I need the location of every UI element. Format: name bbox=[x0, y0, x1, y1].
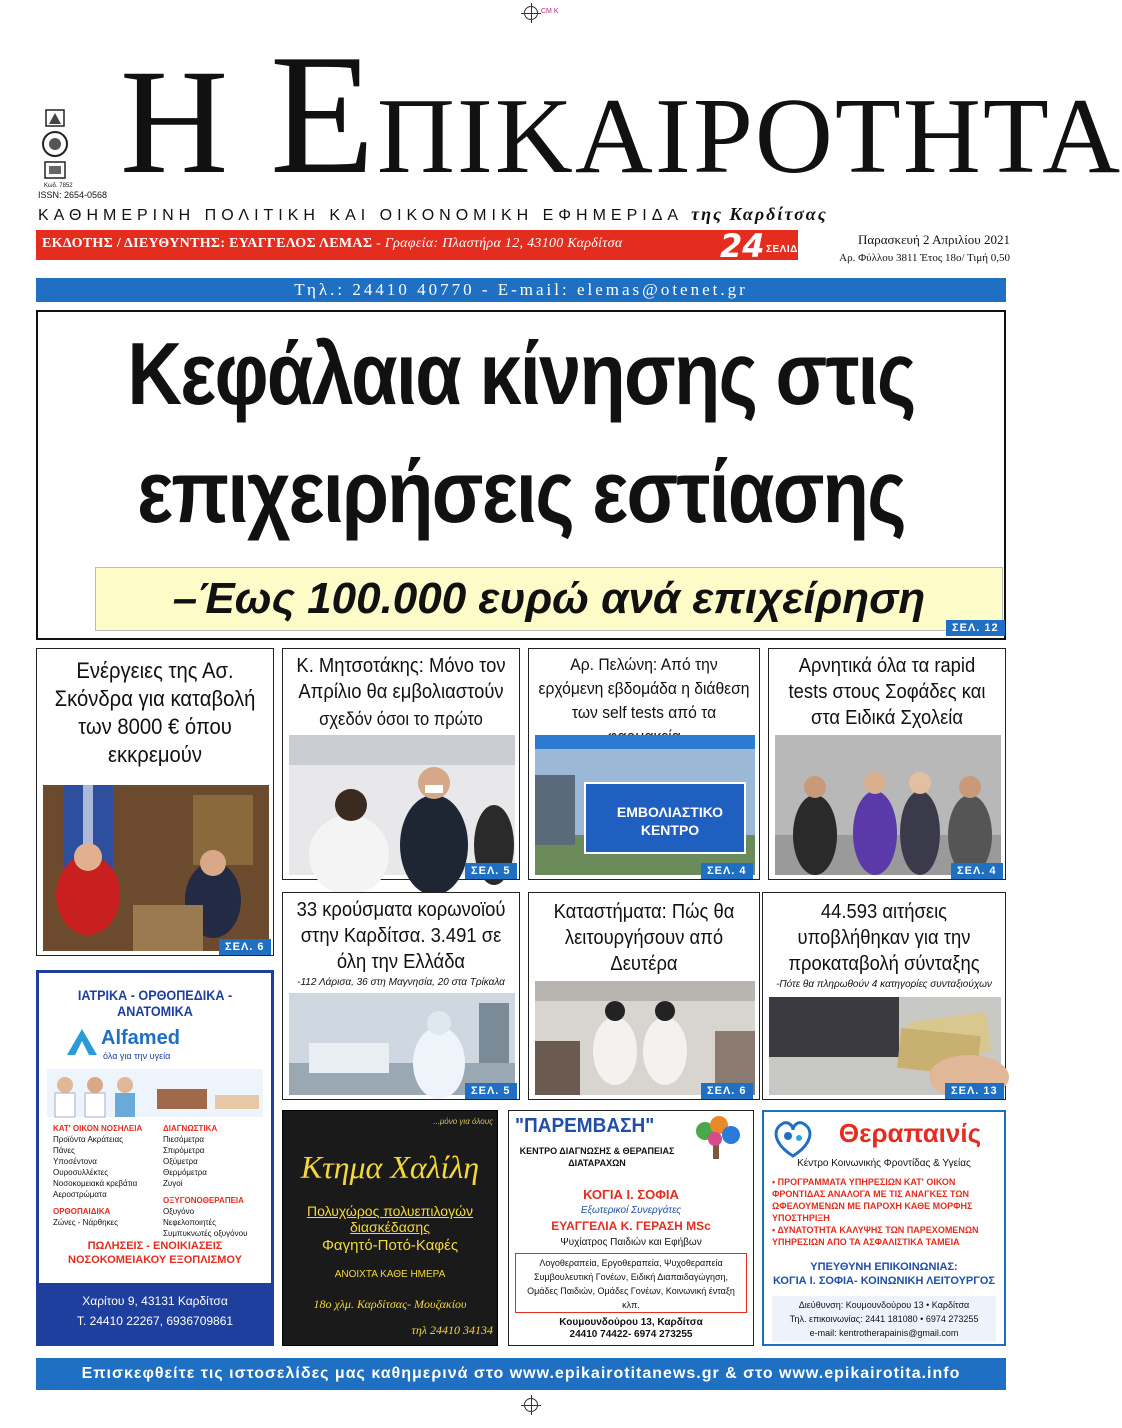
story-note: -Πότε θα πληρωθούν 4 κατηγορίες συνταξιούχων bbox=[776, 979, 992, 990]
page-ref-main: ΣΕΛ. 12 bbox=[946, 620, 1005, 636]
ad-person: ΚΟΓΙΑ Ι. ΣΟΦΙΑ bbox=[583, 1187, 679, 1202]
story-photo bbox=[769, 997, 1001, 1095]
ad-contact-info: Διεύθυνση: Κουμουνδούρου 13 • Καρδίτσα Τηλ. επικοινωνίας: 2441 181080 • 6974 273255 e-mail: kentrotherapainis@gmail.com bbox=[772, 1296, 996, 1342]
ad-location: 18ο χλμ. Καρδίτσας- Μουζακίου bbox=[313, 1297, 467, 1311]
ad-food: Φαγητό-Ποτό-Καφές bbox=[321, 1237, 459, 1254]
issue-details: Αρ. Φύλλου 3811 Έτος 18ο/ Τιμή 0,50 bbox=[839, 252, 1010, 264]
story-title: 44.593 αιτήσεις υποβλήθηκαν για την προκαταβολή σύνταξης bbox=[788, 901, 980, 975]
ad-partner-role: Ψυχίατρος Παιδιών και Εφήβων bbox=[560, 1237, 702, 1248]
page-ref: ΣΕΛ. 5 bbox=[465, 1083, 517, 1099]
ad-col2: ΔΙΑΓΝΩΣΤΙΚΑ Πιεσόμετρα Σπιρόμετρα Οξύμετρα Θερμόμετρα Ζυγοί ΟΞΥΓΟΝΟΘΕΡΑΠΕΙΑ Οξυγόνο Νεφελοποιητές Συμπυκνωτές οξυγόνου bbox=[163, 1124, 248, 1238]
ad-therapainis[interactable] bbox=[762, 1110, 1006, 1346]
ad-phone: τηλ 24410 34134 bbox=[411, 1323, 493, 1337]
ad-partners-label: Εξωτερικοί Συνεργάτες bbox=[580, 1205, 682, 1216]
ad-open: ΑΝΟΙΧΤΑ ΚΑΘΕ ΗΜΕΡΑ bbox=[334, 1269, 446, 1280]
issue-date: Παρασκευή 2 Απριλίου 2021 bbox=[858, 232, 1010, 247]
ad-ktima-chalili[interactable] bbox=[282, 1110, 498, 1346]
page-ref: ΣΕΛ. 5 bbox=[465, 863, 517, 879]
ad-people-photo bbox=[47, 1069, 263, 1117]
page-ref: ΣΕΛ. 6 bbox=[701, 1083, 753, 1099]
ad-address: Κουμουνδούρου 13, Καρδίτσα 24410 74422- 6974 273255 bbox=[559, 1317, 703, 1340]
print-color-mark: CM K bbox=[541, 8, 559, 15]
story-note: -112 Λάρισα, 36 στη Μαγνησία, 20 στα Τρίκαλα bbox=[297, 977, 505, 988]
footer-websites-bar[interactable]: Επισκεφθείτε τις ιστοσελίδες μας καθημερινά στο www.epikairotitanews.gr & στο www.epikairotita.info bbox=[36, 1358, 1006, 1390]
ad-contact: Χαρίτου 9, 43131 Καρδίτσα Τ. 24410 22267, 6936709861 bbox=[39, 1283, 271, 1343]
heart-logo-icon bbox=[770, 1118, 816, 1158]
ad-center-name: Θεραπαινίς bbox=[838, 1118, 982, 1148]
registration-mark-top bbox=[524, 6, 538, 20]
main-headline[interactable]: Κεφάλαια κίνησης στις επιχειρήσεις εστίασης bbox=[127, 324, 915, 541]
ad-paremvasi[interactable] bbox=[508, 1110, 754, 1346]
contact-bar: Τηλ.: 24410 40770 - E-mail: elemas@otenet.gr bbox=[36, 278, 1006, 302]
page-ref: ΣΕΛ. 4 bbox=[951, 863, 1003, 879]
ad-rentals: ΠΩΛΗΣΕΙΣ - ΕΝΟΙΚΙΑΣΕΙΣ ΝΟΣΟΚΟΜΕΙΑΚΟΥ ΕΞΟΠΛΙΣΜΟΥ bbox=[68, 1240, 242, 1266]
story-photo bbox=[289, 735, 515, 875]
ad-center-desc: ΚΕΝΤΡΟ ΔΙΑΓΝΩΣΗΣ & ΘΕΡΑΠΕΙΑΣ ΔΙΑΤΑΡΑΧΩΝ bbox=[519, 1146, 675, 1168]
story-title: Ενέργειες της Ασ. Σκόνδρα για καταβολή των 8000 € όπου εκκρεμούν bbox=[54, 658, 256, 767]
tree-logo-icon bbox=[685, 1115, 747, 1159]
issn: ISSN: 2654-0568 bbox=[38, 190, 108, 200]
story-card-shops[interactable] bbox=[528, 892, 760, 1100]
ad-header: ΙΑΤΡΙΚΑ - ΟΡΘΟΠΕΔΙΚΑ - ΑΝΑΤΟΜΙΚΑ bbox=[77, 987, 233, 1019]
story-photo bbox=[289, 993, 515, 1095]
ad-bullets: • ΠΡΟΓΡΑΜΜΑΤΑ ΥΠΗΡΕΣΙΩΝ ΚΑΤ' ΟΙΚΟΝ ΦΡΟΝΤΙΔΑΣ ΑΝΑΛΟΓΑ ΜΕ ΤΙΣ ΑΝΑΓΚΕΣ ΤΩΝ ΩΦΕΛΟΥΜΕΝΩΝ ΜΕ ΠΑΡΟΧΗ ΚΑΘΕ ΜΟΡΦΗΣ ΥΠΟΣΤΗΡΙΞΗ • ΔΥΝΑΤΟΤΗΤΑ ΚΑΛΥΨΗΣ ΤΩΝ ΠΑΡΕΧΟΜΕΝΩΝ ΥΠΗΡΕΣΙΩΝ ΑΠΟ ΤΑ ΑΣΦΑΛΙΣΤΙΚΑ ΤΑΜΕΙΑ bbox=[772, 1177, 979, 1247]
photo-sign-text: ΕΜΒΟΛΙΑΣΤΙΚΟ ΚΕΝΤΡΟ bbox=[616, 804, 724, 838]
newspaper-subtitle: ΚΑΘΗΜΕΡΙΝΗ ΠΟΛΙΤΙΚΗ ΚΑΙ ΟΙΚΟΝΟΜΙΚΗ ΕΦΗΜΕΡΙΔΑ της Καρδίτσας bbox=[38, 204, 828, 224]
ad-contact-person: ΥΠΕΥΘΥΝΗ ΕΠΙΚΟΙΝΩΝΙΑΣ: ΚΟΓΙΑ Ι. ΣΟΦΙΑ- ΚΟΙΝΩΝΙΚΗ ΛΕΙΤΟΥΡΓΟΣ bbox=[772, 1261, 996, 1287]
ad-venue-name: Κτημα Χαλίλη bbox=[300, 1149, 480, 1185]
story-title: Καταστήματα: Πώς θα λειτουργήσουν από Δευτέρα bbox=[553, 901, 735, 975]
alfamed-logo-icon bbox=[65, 1027, 99, 1057]
story-title: Αρ. Πελώνη: Από την ερχόμενη εβδομάδα η διάθεση των self tests από τα bbox=[538, 655, 750, 722]
story-card-skondra[interactable] bbox=[36, 648, 274, 956]
publisher-bar: ΕΚΔΟΤΗΣ / ΔΙΕΥΘΥΝΤΗΣ: ΕΥΑΓΓΕΛΟΣ ΛΕΜΑΣ - Γραφεία: Πλαστήρα 12, 43100 Καρδίτσα 24 ΣΕΛΙΔΕΣ bbox=[36, 230, 798, 260]
story-title-sub: σχεδόν όσοι το πρώτο bbox=[319, 709, 483, 729]
story-title: Κ. Μητσοτάκης: Μόνο τον Απρίλιο θα εμβολιαστούν bbox=[296, 655, 506, 703]
page-ref: ΣΕΛ. 4 bbox=[701, 863, 753, 879]
page-ref: ΣΕΛ. 6 bbox=[219, 939, 271, 955]
story-photo bbox=[535, 981, 755, 1095]
story-card-pelonis[interactable] bbox=[528, 648, 760, 880]
registration-mark-bottom bbox=[524, 1398, 538, 1412]
story-title: 33 κρούσματα κορωνοϊού στην Καρδίτσα. 3.491 σε όλη την Ελλάδα bbox=[296, 899, 506, 973]
ad-kicker: ...μόνο για όλους bbox=[433, 1117, 493, 1126]
ad-venue-type: Πολυχώρος πολυεπιλογών διασκέδασης bbox=[306, 1203, 474, 1235]
ad-alfamed[interactable] bbox=[36, 970, 274, 1346]
story-card-sofades[interactable] bbox=[768, 648, 1006, 880]
story-card-covid-cases[interactable] bbox=[282, 892, 520, 1100]
story-card-pensions[interactable] bbox=[762, 892, 1006, 1100]
ad-col1: ΚΑΤ' ΟΙΚΟΝ ΝΟΣΗΛΕΙΑ Προϊόντα Ακράτειας Πάνες Υποσέντονα Ουροσυλλέκτες Νοσοκομειακά κρεβάτια Αεροστρώματα ΟΡΘΟΠΑΙΔΙΚΑ Ζώνες - Νάρθηκες bbox=[53, 1124, 143, 1227]
ad-center-desc: Κέντρο Κοινωνικής Φροντίδας & Υγείας bbox=[797, 1158, 971, 1169]
pages-badge: 24 ΣΕΛΙΔΕΣ bbox=[720, 227, 812, 265]
ad-brand: Alfamed bbox=[101, 1027, 180, 1049]
ad-center-name: "ΠΑΡΕΜΒΑΣΗ" bbox=[515, 1115, 655, 1137]
main-subheadline: –Έως 100.000 ευρώ ανά επιχείρηση bbox=[172, 574, 926, 623]
ad-services: Λογοθεραπεία, Εργοθεραπεία, Ψυχοθεραπεία Συμβουλευτική Γονέων, Ειδική Διαπαιδαγώγηση, Ομάδες Παιδιών, Ομάδες Γονέων, Κοινωνική ένταξη κλπ. bbox=[515, 1253, 747, 1313]
page-ref: ΣΕΛ. 13 bbox=[945, 1083, 1004, 1099]
code-number: Κωδ. 7852 bbox=[44, 183, 73, 189]
story-photo bbox=[775, 735, 1001, 875]
ad-partner: ΕΥΑΓΓΕΛΙΑ Κ. ΓΕΡΑΣΗ MSc bbox=[551, 1219, 711, 1233]
seal-icon bbox=[40, 108, 70, 182]
story-card-mitsotakis[interactable] bbox=[282, 648, 520, 880]
newspaper-title: Η ΕΠΙΚΑΙΡΟΤΗΤΑ bbox=[120, 20, 1122, 210]
story-title: Αρνητικά όλα τα rapid tests στους Σοφάδες και στα Ειδικά Σχολεία bbox=[788, 655, 986, 729]
story-photo bbox=[43, 785, 269, 951]
ad-tagline: όλα για την υγεία bbox=[103, 1051, 171, 1061]
